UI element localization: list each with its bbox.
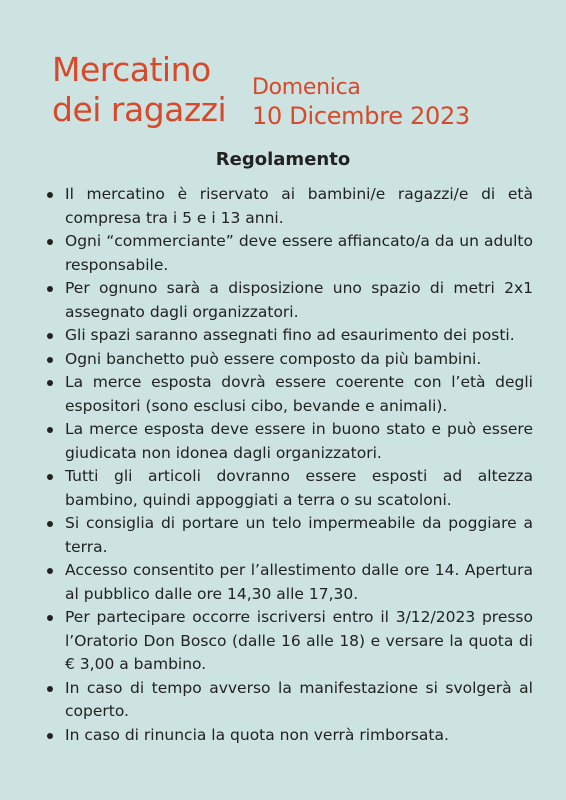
bullet-icon (47, 239, 53, 245)
rule-item (40, 418, 533, 465)
rule-item (40, 559, 533, 606)
bullet-icon (47, 333, 53, 339)
rule-text: In caso di rinuncia la quota non verrà rimborsata. (65, 725, 449, 744)
bullet-icon (47, 521, 53, 527)
bullet-icon (47, 380, 53, 386)
event-date-full: 10 Dicembre 2023 (252, 102, 470, 130)
bullet-icon (47, 192, 53, 198)
rule-text: Per ognuno sarà a disposizione uno spazio di metri 2x1 assegnato dagli organizzatori. (65, 279, 533, 321)
rule-text: La merce esposta deve essere in buono stato e può essere giudicata non idonea dagli organizzatori. (65, 420, 533, 462)
section-heading: Regolamento (215, 149, 351, 170)
rule-item (40, 230, 533, 277)
bullet-icon (47, 686, 53, 692)
rule-text: Accesso consentito per l’allestimento dalle ore 14. Apertura al pubblico dalle ore 14,30 alle 17,30. (65, 561, 533, 603)
bullet-icon (47, 286, 53, 292)
event-title-line-2: dei ragazzi (52, 90, 227, 129)
event-date-day: Domenica (252, 75, 361, 100)
bullet-icon (47, 474, 53, 480)
bullet-icon (47, 568, 53, 574)
rule-text: Per partecipare occorre iscriversi entro il 3/12/2023 presso l’Oratorio Don Bosco (dalle 16 alle 18) e versare la quota di € 3,00 a bambino. (65, 608, 533, 673)
rule-text: Tutti gli articoli dovranno essere esposti ad altezza bambino, quindi appoggiati a terra o su scatoloni. (65, 467, 533, 509)
rules-list (40, 183, 533, 747)
bullet-icon (47, 615, 53, 621)
rule-item (40, 606, 533, 677)
event-date (252, 74, 470, 130)
rule-text: Ogni banchetto può essere composto da più bambini. (65, 349, 482, 368)
rule-text: In caso di tempo avverso la manifestazione si svolgerà al coperto. (65, 678, 533, 720)
bullet-icon (47, 733, 53, 739)
rule-item (40, 277, 533, 324)
rule-item (40, 348, 533, 372)
bullet-icon (47, 357, 53, 363)
rule-item (40, 183, 533, 230)
rule-item (40, 371, 533, 418)
rule-item (40, 677, 533, 724)
event-title (52, 50, 226, 130)
rule-text: Il mercatino è riservato ai bambini/e ragazzi/e di età compresa tra i 5 e i 13 anni. (65, 185, 533, 227)
rule-item (40, 465, 533, 512)
rule-text: Gli spazi saranno assegnati fino ad esaurimento dei posti. (65, 326, 515, 344)
rule-item (40, 724, 533, 748)
bullet-icon (47, 427, 53, 433)
rule-text: Si consiglia di portare un telo impermeabile da poggiare a terra. (65, 514, 533, 556)
rule-text: La merce esposta dovrà essere coerente con l’età degli espositori (sono esclusi cibo, bevande e animali). (65, 373, 533, 415)
event-title-line-1: Mercatino (52, 50, 211, 89)
rule-text: Ogni “commerciante” deve essere affiancato/a da un adulto responsabile. (65, 232, 533, 274)
rule-item (40, 512, 533, 559)
rule-item (40, 324, 533, 348)
